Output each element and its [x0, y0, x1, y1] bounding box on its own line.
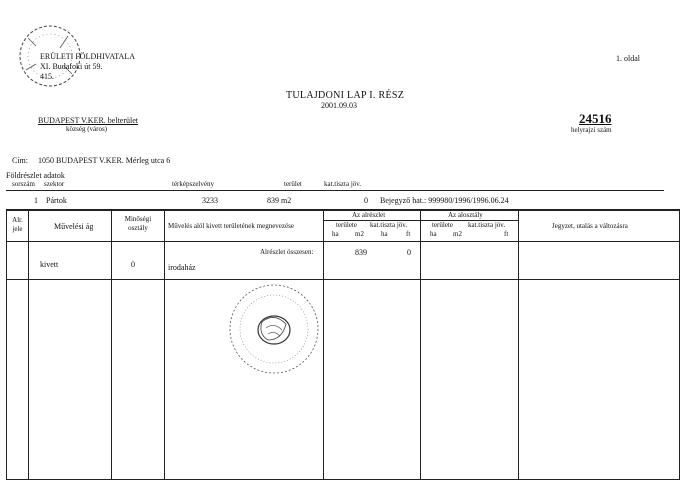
th-notes: Jegyzet, utalás a változásra — [552, 222, 628, 230]
row-sector: Pártok — [46, 196, 67, 205]
col-line-0 — [6, 209, 7, 480]
th-subparcel-group: Az alrészlet — [352, 211, 386, 219]
row-area: 839 m2 — [267, 196, 292, 205]
header-cadastral-income: kat.tiszta jöv. — [324, 180, 362, 188]
th-quality-class: Minőségi osztály — [124, 215, 152, 232]
col-line-7 — [679, 209, 680, 480]
header-serial: sorszám — [12, 180, 35, 188]
parcel-caption: helyrajzi szám — [571, 126, 612, 134]
th-exempt-designation: Művelés alól kivett területének megnevezése — [168, 222, 294, 230]
header-area: terület — [284, 180, 302, 188]
land-details-title: Földrészlet adatok — [6, 171, 65, 180]
th-ft: ft — [406, 230, 411, 238]
cell-summary-label: Alrészlet összesen: — [260, 248, 314, 256]
cell-income-ft: 0 — [407, 248, 411, 257]
cell-quality-class: 0 — [131, 260, 135, 269]
th-income2: kat.tiszta jöv. — [468, 221, 506, 229]
table-bottom-border — [6, 479, 679, 480]
official-round-stamp — [222, 282, 326, 376]
row-serial: 1 — [34, 196, 38, 205]
col-line-6 — [518, 209, 519, 480]
header-map-sheet: térképszelvény — [172, 180, 214, 188]
th-cultivation: Művelési ág — [54, 222, 94, 231]
th-ha2: ha — [381, 230, 388, 238]
office-address: XI. Budafoki út 59. — [40, 62, 103, 71]
table-header-bottom — [6, 241, 679, 242]
th-ft2: ft — [504, 230, 509, 238]
th-income: kat.tiszta jöv. — [370, 221, 408, 229]
th-ha3: ha — [430, 230, 437, 238]
land-details-divider — [6, 190, 664, 191]
parcel-number: 24516 — [579, 111, 612, 126]
row-map-sheet: 3233 — [202, 196, 218, 205]
office-code: 415. — [40, 72, 54, 81]
th-m2: m2 — [355, 230, 364, 238]
col-line-1 — [28, 209, 29, 480]
table-row-bottom — [6, 279, 679, 280]
col-line-2 — [111, 209, 112, 480]
th-m2-2: m2 — [453, 230, 462, 238]
row-registration: Bejegyző hat.: 999980/1996/1996.06.24 — [380, 196, 509, 205]
office-name: ERÜLETI FÖLDHIVATALA — [40, 52, 135, 61]
col-line-5 — [420, 209, 421, 480]
cell-area-m2: 839 — [355, 248, 367, 257]
th-ha: ha — [332, 230, 339, 238]
municipality: BUDAPEST V.KER. belterület — [38, 116, 139, 125]
th-sub-parcel: Alr. jele — [12, 216, 23, 233]
page-number: 1. oldal — [616, 54, 640, 63]
th-class-group: Az alosztály — [448, 211, 483, 219]
address-label: Cím: — [12, 156, 29, 165]
document-title: TULAJDONI LAP I. RÉSZ — [286, 90, 405, 101]
table-top-border — [6, 209, 679, 211]
th-area: területe — [336, 221, 357, 229]
document-date: 2001.09.03 — [321, 101, 357, 110]
row-cadastral-income: 0 — [364, 196, 368, 205]
header-sector: szektor — [44, 180, 65, 188]
col-line-3 — [164, 209, 165, 480]
th-area2: területe — [432, 221, 453, 229]
cell-cultivation: kivett — [40, 260, 59, 269]
cell-designation: irodaház — [168, 263, 196, 272]
municipality-caption: község (város) — [66, 125, 108, 133]
address-value: 1050 BUDAPEST V.KER. Mérleg utca 6 — [38, 156, 171, 165]
